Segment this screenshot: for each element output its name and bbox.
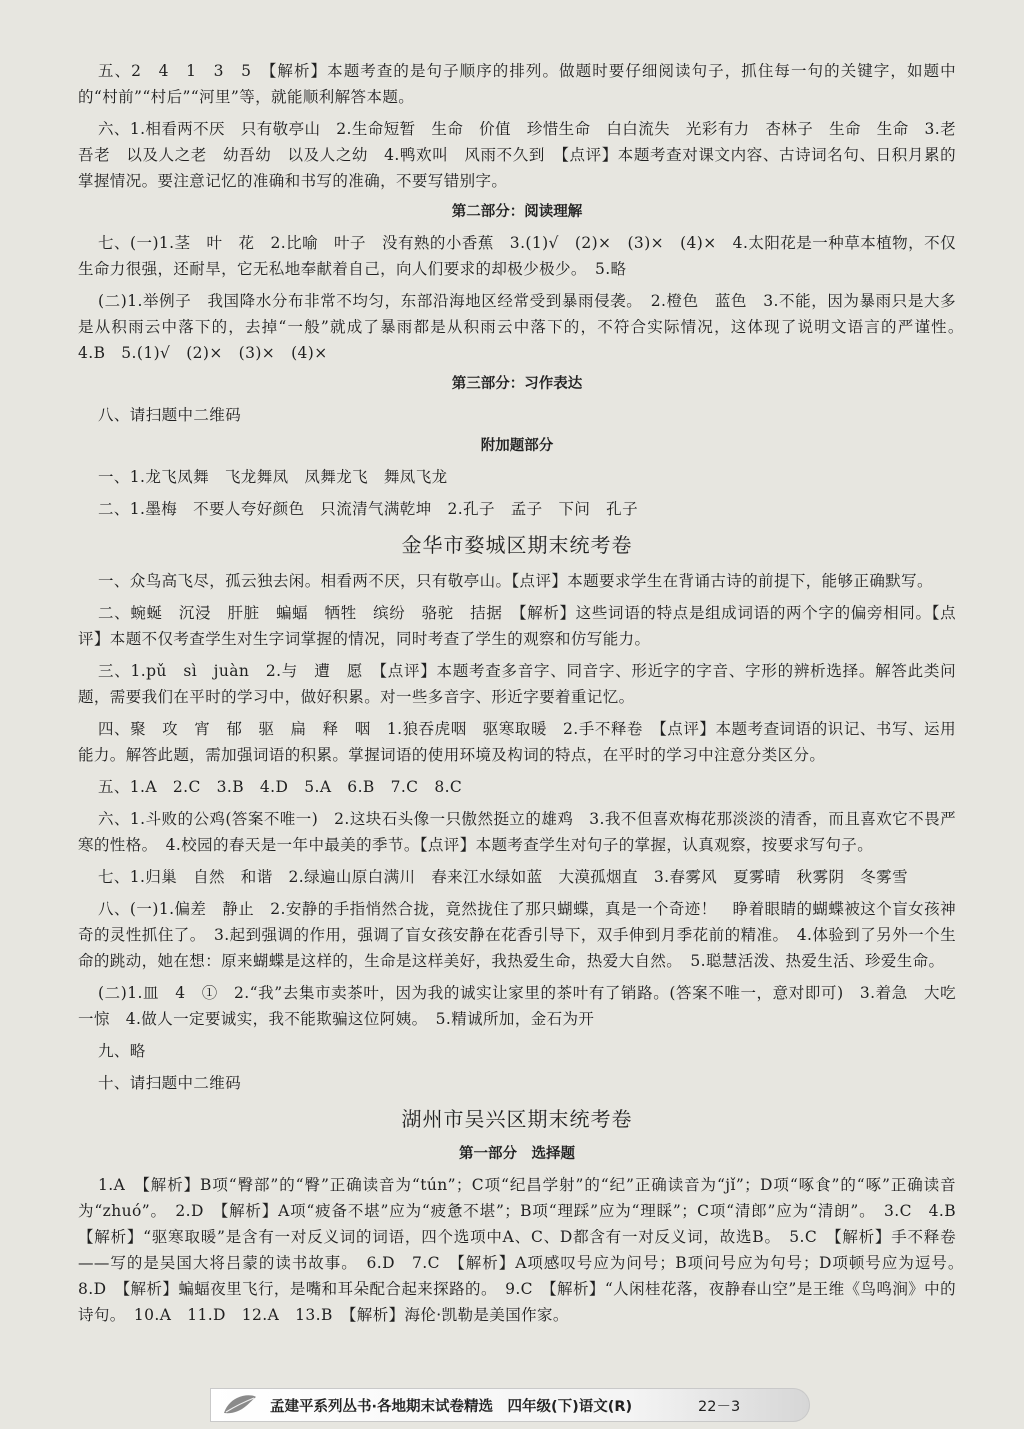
answer-paragraph: 八、请扫题中二维码 <box>98 406 242 424</box>
answer-paragraph: 六、1.斗败的公鸡(答案不唯一) 2.这块石头像一只傲然挺立的雄鸡 3.我不但喜欢梅花那淡淡的清香，而且喜欢它不畏严寒的性格。 4.校园的春天是一年中最美的季节。【点评】本题考查学生对句子的掌握，认真观察，按要求写句子。 <box>78 810 956 854</box>
exam-title-huzhou: 湖州市吴兴区期末统考卷 <box>401 1107 633 1131</box>
answer-paragraph: 二、蜿蜒 沉浸 肝脏 蝙蝠 牺牲 缤纷 骆驼 拮据 【解析】这些词语的特点是组成词语的两个字的偏旁相同。【点评】本题不仅考查学生对生字词掌握的情况，同时考查了学生的观察和仿写能力。 <box>78 604 956 648</box>
answer-paragraph: 一、1.龙飞凤舞 飞龙舞凤 凤舞龙飞 舞凤飞龙 <box>98 468 448 486</box>
answer-paragraph: 五、1.A 2.C 3.B 4.D 5.A 6.B 7.C 8.C <box>98 778 463 796</box>
answer-paragraph: 四、聚 攻 宵 郁 驱 扁 释 咽 1.狼吞虎咽 驱寒取暖 2.手不释卷 【点评】本题考查词语的识记、书写、运用能力。解答此题，需加强词语的积累。掌握词语的使用环境及构词的特点，在平时的学习中注意分类区分。 <box>78 720 956 764</box>
answer-paragraph: 二、1.墨梅 不要人夸好颜色 只流清气满乾坤 2.孔子 孟子 下问 孔子 <box>98 500 638 518</box>
answer-paragraph: 七、1.归巢 自然 和谐 2.绿遍山原白满川 春来江水绿如蓝 大漠孤烟直 3.春雾风 夏雾晴 秋雾阴 冬雾雪 <box>98 868 908 886</box>
answer-page <box>78 58 972 1334</box>
answer-paragraph: 九、略 <box>98 1042 146 1060</box>
section-heading-extra: 附加题部分 <box>480 438 554 454</box>
footer-series-title: 孟建平系列丛书·各地期末试卷精选 四年级(下)语文(R) <box>270 1399 633 1415</box>
answer-paragraph: 三、1.pǔ sì juàn 2.与 遭 愿 【点评】本题考查多音字、同音字、形近字的字音、字形的辨析选择。解答此类问题，需要我们在平时的学习中，做好积累。对一些多音字、形近字要着重记忆。 <box>78 662 956 706</box>
section-heading-writing: 第三部分：习作表达 <box>451 376 583 392</box>
answer-paragraph: 1.A 【解析】B项“臀部”的“臀”正确读音为“tún”；C项“纪昌学射”的“纪”正确读音为“jǐ”；D项“啄食”的“啄”正确读音为“zhuó”。 2.D 【解析】A项“疲备不堪”应为“疲惫不堪”；B项“理踩”应为“理睬”；C项“清郎”应为“清朗”。 3.C 4.B 【解析】“驱寒取暖”是含有一对反义词的词语，四个选项中A、C、D都含有一对反义词，故选B。 5.C 【解析】手不释卷——写的是吴国大将吕蒙的读书故事。 6.D 7.C 【解析】A项感叹号应为问号；B项问号应为句号；D项顿号应为逗号。 8.D 【解析】蝙蝠夜里飞行，是嘴和耳朵配合起来探路的。 9.C 【解析】“人闲桂花落，夜静春山空”是王维《鸟鸣涧》中的诗句。 10.A 11.D 12.A 13.B 【解析】海伦·凯勒是美国作家。 <box>78 1176 972 1324</box>
answer-paragraph: 六、1.相看两不厌 只有敬亭山 2.生命短暂 生命 价值 珍惜生命 白白流失 光彩有力 杏林子 生命 生命 3.老吾老 以及人之老 幼吾幼 以及人之幼 4.鸭欢叫 风雨不久到 【点评】本题考查对课文内容、古诗词名句、日积月累的掌握情况。要注意记忆的准确和书写的准确，不要写错别字。 <box>78 120 956 190</box>
exam-title-jinhua: 金华市婺城区期末统考卷 <box>401 533 633 557</box>
answer-paragraph: 八、(一)1.偏差 静止 2.安静的手指悄然合拢，竟然拢住了那只蝴蝶，真是一个奇迹！ 睁着眼睛的蝴蝶被这个盲女孩神奇的灵性抓住了。 3.起到强调的作用，强调了盲女孩安静在花香引导下，双手伸到月季花前的精准。 4.体验到了另外一个生命的跳动，她在想：原来蝴蝶是这样的，生命是这样美好，我热爱生命，热爱大自然。 5.聪慧活泼、热爱生活、珍爱生命。 <box>78 900 956 970</box>
answer-paragraph: (二)1.皿 4 ① 2.“我”去集市卖茶叶，因为我的诚实让家里的茶叶有了销路。(答案不唯一，意对即可) 3.着急 大吃一惊 4.做人一定要诚实，我不能欺骗这位阿姨。 5.精诚所加，金石为开 <box>78 984 956 1028</box>
footer-banner <box>210 1388 810 1422</box>
section-heading-choice: 第一部分 选择题 <box>459 1146 575 1162</box>
section-heading-reading: 第二部分：阅读理解 <box>451 204 583 220</box>
answer-paragraph: 一、众鸟高飞尽，孤云独去闲。相看两不厌，只有敬亭山。【点评】本题要求学生在背诵古诗的前提下，能够正确默写。 <box>98 572 933 590</box>
answer-paragraph: (二)1.举例子 我国降水分布非常不均匀，东部沿海地区经常受到暴雨侵袭。 2.橙色 蓝色 3.不能，因为暴雨只是大多是从积雨云中落下的，去掉“一般”就成了暴雨都是从积雨云中落下的，不符合实际情况，这体现了说明文语言的严谨性。 4.B 5.(1)√ (2)× (3)× (4)× <box>78 292 972 362</box>
answer-paragraph: 七、(一)1.茎 叶 花 2.比喻 叶子 没有熟的小香蕉 3.(1)√ (2)× (3)× (4)× 4.太阳花是一种草本植物，不仅生命力很强，还耐旱，它无私地奉献着自己，向人们要求的却极少极少。 5.略 <box>78 234 956 278</box>
leaf-logo-icon <box>220 1391 260 1419</box>
answer-paragraph: 五、2 4 1 3 5 【解析】本题考查的是句子顺序的排列。做题时要仔细阅读句子，抓住每一句的关键字，如题中的“村前”“村后”“河里”等，就能顺利解答本题。 <box>78 62 956 106</box>
footer-page-number: 22－3 <box>698 1399 741 1415</box>
answer-paragraph: 十、请扫题中二维码 <box>98 1074 242 1092</box>
